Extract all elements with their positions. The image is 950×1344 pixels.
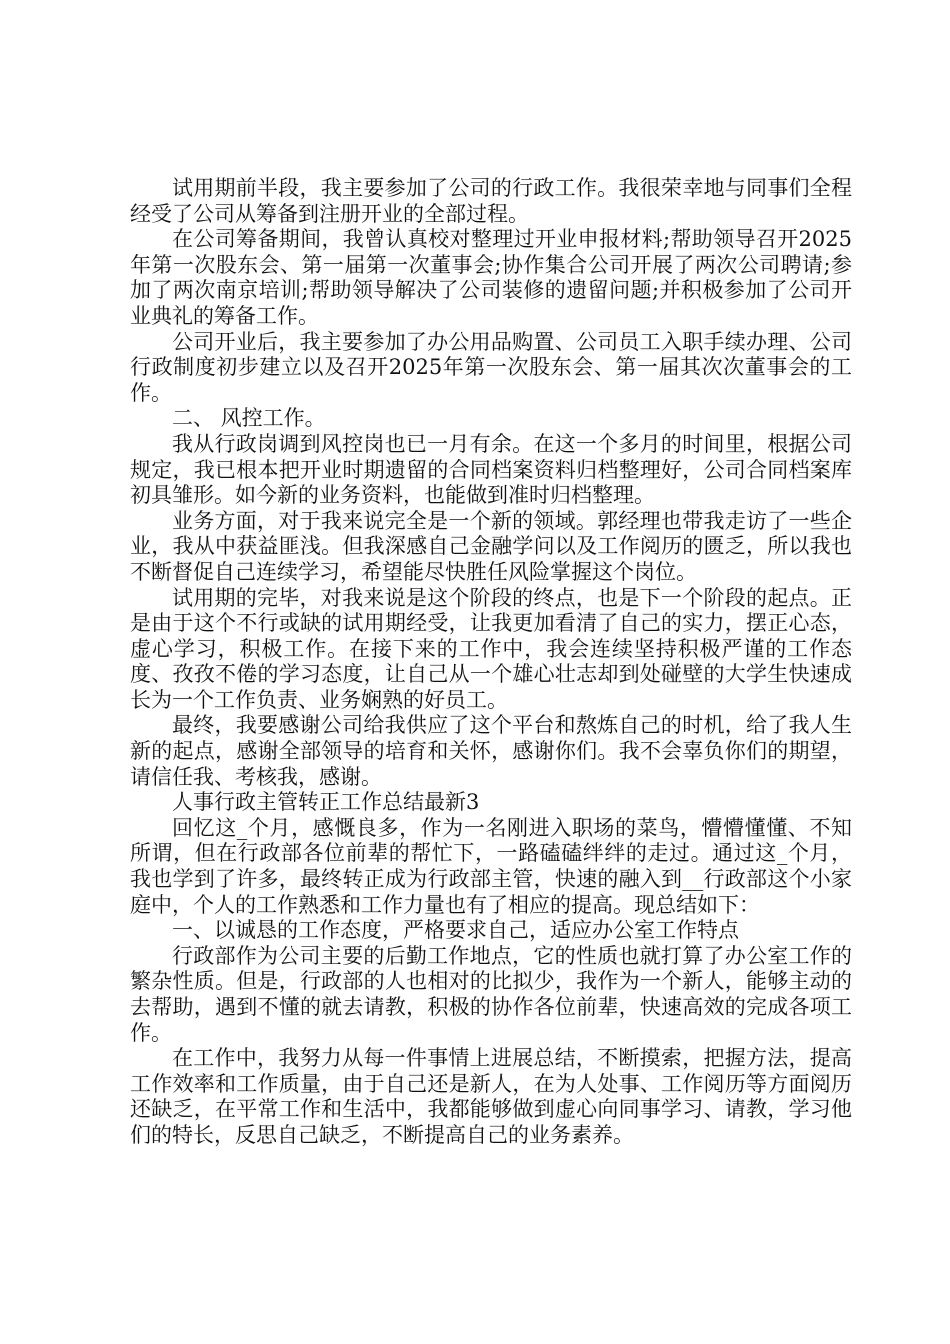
- paragraph-thanks: 最终，我要感谢公司给我供应了这个平台和熬炼自己的时机，给了我人生新的起点，感谢全部领导的培育和关怀，感谢你们。我不会辜负你们的期望，请信任我、考核我，感谢。: [130, 713, 852, 789]
- paragraph-probation-end: 试用期的完毕，对我来说是这个阶段的终点，也是下一个阶段的起点。正是由于这个不行或缺的试用期经受，让我更加看清了自己的实力，摆正心态，虚心学习，积极工作。在接下来的工作中，我会连续坚持积极严谨的工作态度、孜孜不倦的学习态度，让自己从一个雄心壮志却到处碰壁的大学生快速成长为一个工作负责、业务娴熟的好员工。: [130, 585, 852, 712]
- paragraph-recollection: 回忆这_个月，感慨良多，作为一名刚进入职场的菜鸟，懵懵懂懂、不知所谓，但在行政部各位前辈的帮忙下，一路磕磕绊绊的走过。通过这_个月，我也学到了许多，最终转正成为行政部主管，快速的融入到__行政部这个小家庭中，个人的工作熟悉和工作力量也有了相应的提高。现总结如下：: [130, 815, 852, 917]
- paragraph-preparation-period: 在公司筹备期间，我曾认真校对整理过开业申报材料;帮助领导召开2025年第一次股东会、第一届第一次董事会;协作集合公司开展了两次公司聘请;参加了两次南京培训;帮助领导解决了公司装修的遗留问题;并积极参加了公司开业典礼的筹备工作。: [130, 227, 852, 328]
- paragraph-work-summary: 在工作中，我努力从每一件事情上进展总结，不断摸索，把握方法，提高工作效率和工作质量，由于自己还是新人，在为人处事、工作阅历等方面阅历还缺乏，在平常工作和生活中，我都能够做到虚心向同事学习、请教，学习他们的特长，反思自己缺乏，不断提高自己的业务素养。: [130, 1046, 852, 1147]
- section-heading-attitude: 一、以诚恳的工作态度，严格要求自己，适应办公室工作特点: [172, 918, 739, 943]
- paragraph-after-opening: 公司开业后，我主要参加了办公用品购置、公司员工入职手续办理、公司行政制度初步建立以及召开2025年第一次股东会、第一届其次次董事会的工作。: [130, 329, 852, 405]
- document-body: [130, 176, 852, 1149]
- paragraph-probation-first-half: 试用期前半段，我主要参加了公司的行政工作。我很荣幸地与同事们全程经受了公司从筹备到注册开业的全部过程。: [130, 176, 852, 226]
- paragraph-business-aspect: 业务方面，对于我来说完全是一个新的领域。郭经理也带我走访了一些企业，我从中获益匪浅。但我深感自己金融学问以及工作阅历的匮乏，所以我也不断督促自己连续学习，希望能尽快胜任风险掌握这个岗位。: [130, 508, 852, 584]
- document-title-summary-3: 人事行政主管转正工作总结最新3: [172, 790, 480, 815]
- paragraph-risk-post-transfer: 我从行政岗调到风控岗也已一月有余。在这一个多月的时间里，根据公司规定，我已根本把开业时期遗留的合同档案资料归档整理好，公司合同档案库初具雏形。如今新的业务资料，也能做到准时归档整理。: [130, 431, 852, 508]
- section-heading-risk-control: 二、 风控工作。: [172, 406, 326, 431]
- paragraph-admin-department: 行政部作为公司主要的后勤工作地点，它的性质也就打算了办公室工作的繁杂性质。但是，行政部的人也相对的比拟少，我作为一个新人，能够主动的去帮助，遇到不懂的就去请教，积极的协作各位前辈，快速高效的完成各项工作。: [130, 943, 852, 1045]
